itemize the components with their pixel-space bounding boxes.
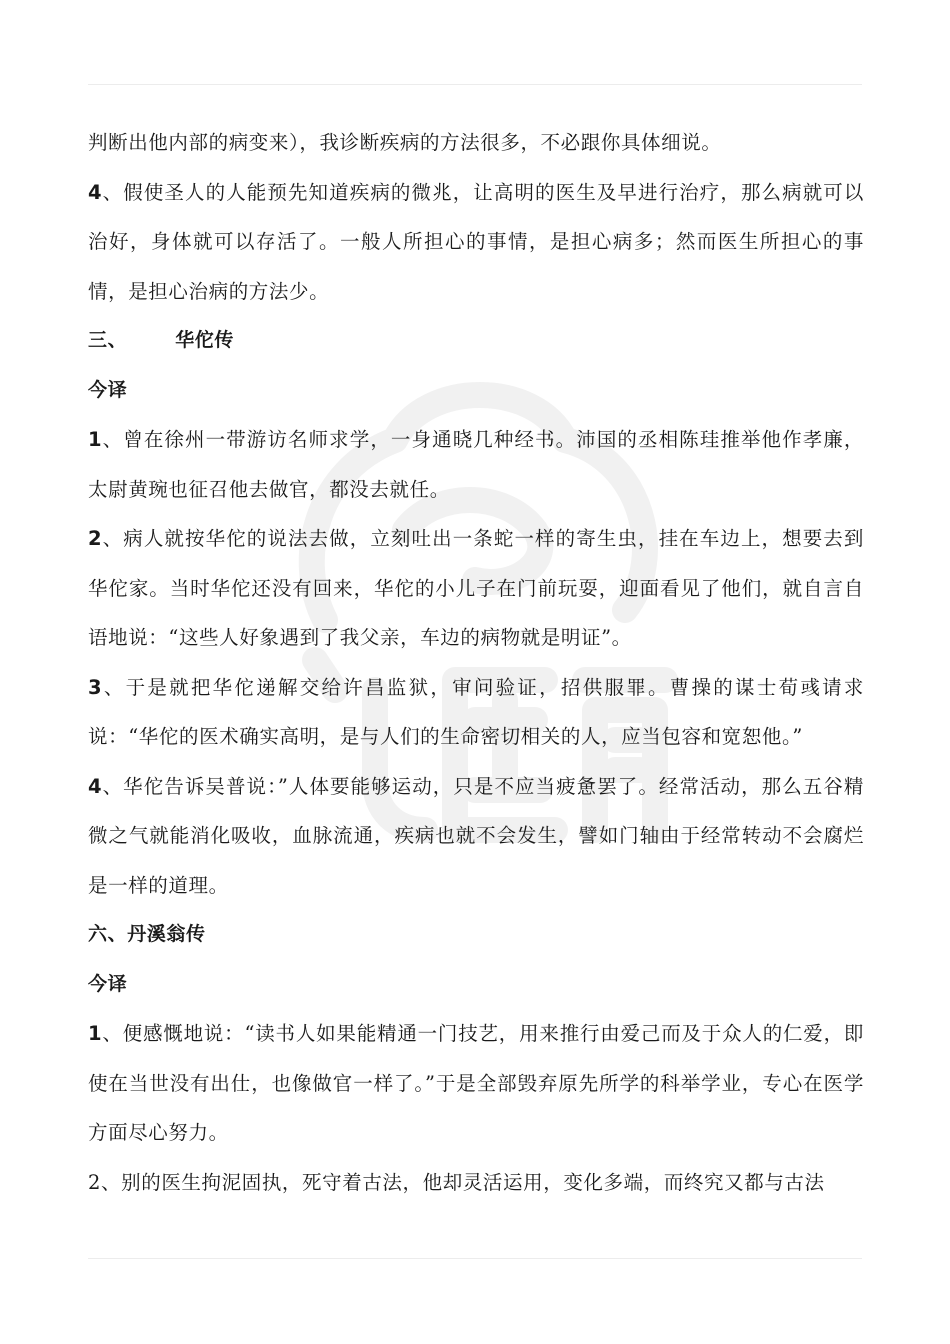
subheading: 六、丹溪翁传 xyxy=(88,923,206,945)
section-number: 三、 xyxy=(88,329,128,351)
paragraph xyxy=(88,168,864,317)
paragraph xyxy=(88,118,864,168)
item-number: 1 xyxy=(88,428,103,451)
footer-rule xyxy=(88,1258,862,1259)
subheading: 今译 xyxy=(88,378,128,401)
paragraph-text: 、假使圣人的人能预先知道疾病的微兆，让高明的医生及早进行治疗，那么病就可以治好，身体就可以存活了。一般人所担心的事情，是担心病多；然而医生所担心的事情，是担心治病的方法少。 xyxy=(88,180,864,303)
paragraph-text: 、别的医生拘泥固执，死守着古法，他却灵活运用，变化多端，而终究又都与古法 xyxy=(101,1170,825,1194)
subheading: 今译 xyxy=(88,972,128,995)
paragraph-text: 、病人就按华佗的说法去做，立刻吐出一条蛇一样的寄生虫，挂在车边上，想要去到华佗家。当时华佗还没有回来，华佗的小儿子在门前玩耍，迎面看见了他们，就自言自语地说：“这些人好象遇到了我父亲，车边的病物就是明证”。 xyxy=(88,527,864,649)
item-number: 3 xyxy=(88,675,103,699)
section-heading xyxy=(88,316,864,366)
item-number: 2 xyxy=(88,1170,102,1194)
header-rule xyxy=(88,84,862,85)
document-body xyxy=(88,118,864,1207)
paragraph-text: 、华佗告诉吴普说：”人体要能够运动，只是不应当疲惫罢了。经常活动，那么五谷精微之气就能消化吸收，血脉流通，疾病也就不会发生，譬如门轴由于经常转动不会腐烂是一样的道理。 xyxy=(88,774,864,897)
paragraph xyxy=(88,415,864,514)
paragraph xyxy=(88,663,864,762)
paragraph-text: 、便感慨地说：“读书人如果能精通一门技艺，用来推行由爱己而及于众人的仁爱，即使在当世没有出仕，也像做官一样了。”于是全部毁弃原先所学的科举学业，专心在医学方面尽心努力。 xyxy=(88,1022,864,1144)
item-number: 1 xyxy=(88,1022,103,1045)
item-number: 4 xyxy=(88,774,103,798)
paragraph-text: 、曾在徐州一带游访名师求学，一身通晓几种经书。沛国的丞相陈珪推举他作孝廉，太尉黄琬也征召他去做官，都没去就任。 xyxy=(88,428,864,501)
paragraph-text: 、于是就把华佗递解交给许昌监狱，审问验证，招供服罪。曹操的谋士荀彧请求说：“华佗的医术确实高明，是与人们的生命密切相关的人，应当包容和宽恕他。” xyxy=(88,675,864,748)
paragraph xyxy=(88,514,864,663)
item-number: 2 xyxy=(88,527,103,550)
item-number: 4 xyxy=(88,180,103,204)
paragraph xyxy=(88,1009,864,1158)
paragraph xyxy=(88,1158,864,1208)
paragraph-text: 判断出他内部的病变来），我诊断疾病的方法很多，不必跟你具体细说。 xyxy=(88,131,722,154)
paragraph xyxy=(88,762,864,911)
section-title: 华佗传 xyxy=(175,329,235,351)
